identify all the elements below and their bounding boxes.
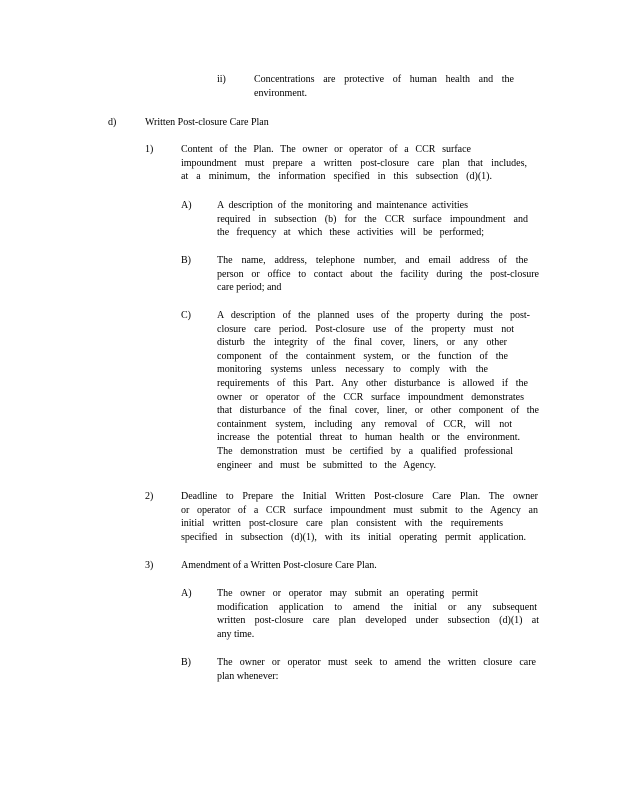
item-3A-line: written post-closure care plan developed under subsection (d)(1) at [217,615,539,627]
item-1C-label: C) [181,310,191,321]
section-d-label: d) [108,117,117,128]
section-d-heading: Written Post-closure Care Plan [145,117,269,128]
item-3A-line: any time. [217,628,255,640]
item-3A-label: A) [181,588,192,599]
item-1-line [181,143,471,157]
item-3-label: 3) [145,560,154,571]
item-3A-line: The owner or operator may submit an operating permit [217,588,478,599]
item-1C-line: disturb the integrity of the final cover, liners, or any other [217,337,507,349]
item-1-line: at a minimum, the information specified in this subsection (d)(1). [181,171,492,183]
item-1B-text [217,254,539,295]
item-1C-line: requirements of this Part. Any other disturbance is allowed if the [217,377,528,389]
item-ii-text [254,73,514,100]
item-1A-line: required in subsection (b) for the CCR surface impoundment and [217,213,528,225]
item-ii-line: environment. [254,87,308,99]
item-1A-text [217,199,528,240]
item-1C-line: that disturbance of the final cover, liner, or other component of the [217,405,539,417]
item-2-line: Deadline to Prepare the Initial Written Post-closure Care Plan. The owner [181,491,538,502]
item-ii-line: Concentrations are protective of human health and the [254,74,514,85]
item-1C-line: component of the containment system, or the function of the [217,350,508,362]
item-2-line: specified in subsection (d)(1), with its initial operating permit application. [181,531,526,543]
item-1-line: impoundment must prepare a written post-closure care plan that includes, [181,157,527,169]
item-1B-line: person or office to contact about the facility during the post-closure [217,268,539,280]
item-3A-line: modification application to amend the initial or any subsequent [217,601,537,613]
item-1C-line: engineer and must be submitted to the Agency. [217,459,436,471]
item-1C-line: The demonstration must be certified by a qualified professional [217,445,513,457]
item-1C-line: closure care period. Post-closure use of the property must not [217,323,514,335]
item-1B-label: B) [181,255,191,266]
item-3B-label: B) [181,657,191,668]
item-1C-line: monitoring systems unless necessary to comply with the [217,364,488,376]
item-1C-line: owner or operator of the CCR surface impoundment demonstrates [217,391,524,403]
item-1A-label: A) [181,200,192,211]
item-2-label: 2) [145,491,154,502]
item-1-line-text: Content of the Plan. The owner or operator of a CCR surface [181,144,471,155]
item-3B-text [217,656,539,683]
item-1B-line: The name, address, telephone number, and email address of the [217,255,528,266]
item-1B-line: care period; and [217,282,282,294]
item-1C-line: A description of the planned uses of the property during the post- [217,310,530,321]
item-1-label: 1) [145,144,154,155]
item-1A-line: the frequency at which these activities will be performed; [217,227,484,239]
item-ii-label: ii) [217,74,226,85]
item-1C-line: containment system, including any removal of CCR, will not [217,418,512,430]
item-1C-text [217,309,539,472]
item-2-line: or operator of a CCR surface impoundment must submit to the Agency an [181,504,538,516]
item-3B-line: plan whenever: [217,670,279,682]
item-3-heading: Amendment of a Written Post-closure Care Plan. [181,560,377,571]
item-2-text [181,490,538,544]
item-1-text [181,143,527,184]
item-3B-line: The owner or operator must seek to amend the written closure care [217,657,536,668]
item-1A-line: A description of the monitoring and maintenance activities [217,200,468,211]
item-2-line: initial written post-closure care plan consistent with the requirements [181,518,503,530]
item-3A-text [217,587,539,641]
item-1C-line: increase the potential threat to human health or the environment. [217,432,520,444]
